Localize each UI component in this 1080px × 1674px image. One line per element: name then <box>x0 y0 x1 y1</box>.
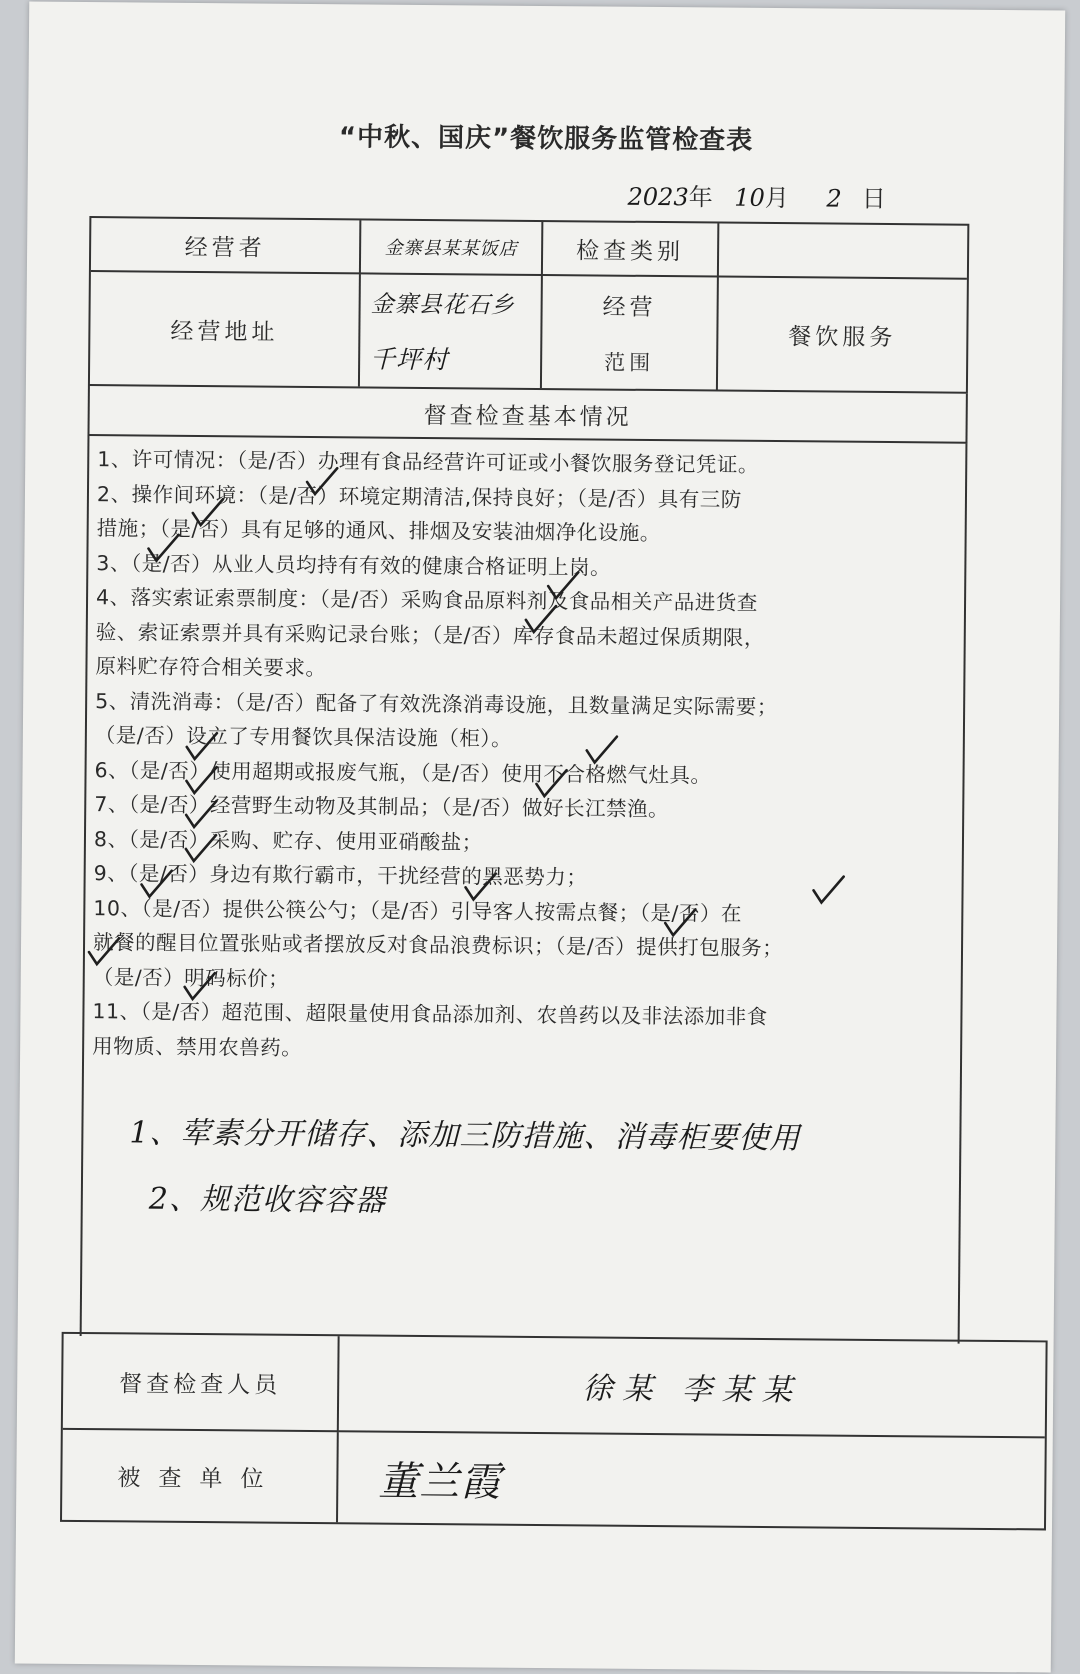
checklist-line: 2、操作间环境：（是/否）环境定期清洁,保持良好；（是/否）具有三防 <box>96 481 742 512</box>
date-month: 10 <box>734 183 765 212</box>
checklist-line: 用物质、禁用农兽药。 <box>92 1033 303 1060</box>
checklist-line: 11、（是/否）超范围、超限量使用食品添加剂、农兽药以及非法添加非食 <box>92 999 768 1029</box>
unit-label: 被查单位 <box>62 1430 339 1522</box>
checklist-line: 9、（是/否）身边有欺行霸市，干扰经营的黑恶势力； <box>93 861 588 890</box>
date-day-suffix: 日 <box>861 184 886 213</box>
check-mark-icon <box>307 468 337 494</box>
check-mark-icon <box>186 767 216 793</box>
checklist-line: 10、（是/否）提供公筷公勺；（是/否）引导客人按需点餐；（是/否）在 <box>93 895 743 926</box>
checklist-line: 8、（是/否）采购、贮存、使用亚硝酸盐； <box>93 826 483 854</box>
scope-label-line-2: 范围 <box>604 350 655 375</box>
date-year: 2023 <box>627 182 689 212</box>
checklist-line: 措施；（是/否）具有足够的通风、排烟及安装油烟净化设施。 <box>96 516 661 546</box>
operator-label: 经营者 <box>91 218 361 274</box>
inspection-form-sheet <box>15 2 1065 1673</box>
address-line-2: 千坪村 <box>370 344 449 375</box>
check-mark-icon <box>548 572 578 598</box>
scope-label <box>542 276 719 390</box>
check-mark-icon <box>587 736 617 762</box>
checklist-line: 1、许可情况：（是/否）办理有食品经营许可证或小餐饮服务登记凭证。 <box>97 447 760 477</box>
check-mark-icon <box>186 801 216 827</box>
inspector-label: 督查检查人员 <box>63 1334 340 1432</box>
check-mark-icon <box>193 499 223 525</box>
checklist-line: 4、落实索证索票制度：（是/否）采购食品原料剂及食品相关产品进货查 <box>95 585 758 615</box>
check-mark-icon <box>185 973 215 999</box>
unit-signature: 董兰霞 <box>378 1458 502 1506</box>
checklist-line: 原料贮存符合相关要求。 <box>95 654 327 681</box>
check-mark-icon <box>465 873 495 899</box>
check-mark-icon <box>186 835 216 861</box>
address-line-1: 金寨县花石乡 <box>370 291 515 319</box>
date-day: 2 <box>826 184 842 213</box>
operator-value: 金寨县某某饭店 <box>361 220 543 276</box>
checklist-line: （是/否）明码标价； <box>92 964 290 991</box>
form-title: “中秋、国庆”餐饮服务监管检查表 <box>338 122 754 156</box>
note-line: 2、规范收容容器 <box>148 1181 387 1219</box>
checklist-line: 验、索证索票并具有采购记录台账；（是/否）库存食品未超过保质期限， <box>95 619 766 650</box>
category-value <box>719 224 967 280</box>
checklist-line: 3、（是/否）从业人员均持有有效的健康合格证明上岗。 <box>96 550 612 580</box>
check-marks <box>84 436 970 1104</box>
address-value <box>360 274 543 388</box>
check-mark-icon <box>813 876 843 902</box>
form-date <box>627 177 885 214</box>
check-mark-icon <box>148 535 178 561</box>
note-line: 1、荤素分开储存、添加三防措施、消毒柜要使用 <box>129 1115 801 1157</box>
checklist-line: （是/否）设立了专用餐饮具保洁设施（柜）。 <box>94 723 513 751</box>
date-year-suffix: 年 <box>688 183 713 212</box>
check-mark-icon <box>665 909 695 935</box>
checklist-line: 5、清洗消毒：（是/否）配备了有效洗涤消毒设施，且数量满足实际需要； <box>95 688 778 719</box>
address-label: 经营地址 <box>90 272 361 386</box>
category-label: 检查类别 <box>543 222 719 278</box>
checklist-line: 7、（是/否）经营野生动物及其制品；（是/否）做好长江禁渔。 <box>94 792 670 822</box>
checklist-line: 就餐的醒目位置张贴或者摆放反对食品浪费标识；（是/否）提供打包服务； <box>92 930 784 961</box>
date-month-suffix: 月 <box>764 183 789 213</box>
inspection-notes <box>129 1100 801 1238</box>
scope-value: 餐饮服务 <box>788 323 897 351</box>
header-table <box>88 216 969 394</box>
check-mark-icon <box>141 871 171 897</box>
scope-label-line-1: 经营 <box>602 294 657 322</box>
check-mark-icon <box>526 606 556 632</box>
inspector-names: 徐某 李某某 <box>339 1336 1046 1438</box>
check-mark-icon <box>89 938 119 964</box>
check-mark-icon <box>187 733 217 759</box>
check-mark-icon <box>536 770 566 796</box>
checklist-line: 6、（是/否）使用超期或报废气瓶，（是/否）使用不合格燃气灶具。 <box>94 757 712 787</box>
checklist-body <box>80 436 968 1344</box>
footer-table <box>60 1332 1048 1531</box>
section-title: 督查检查基本情况 <box>87 386 967 444</box>
